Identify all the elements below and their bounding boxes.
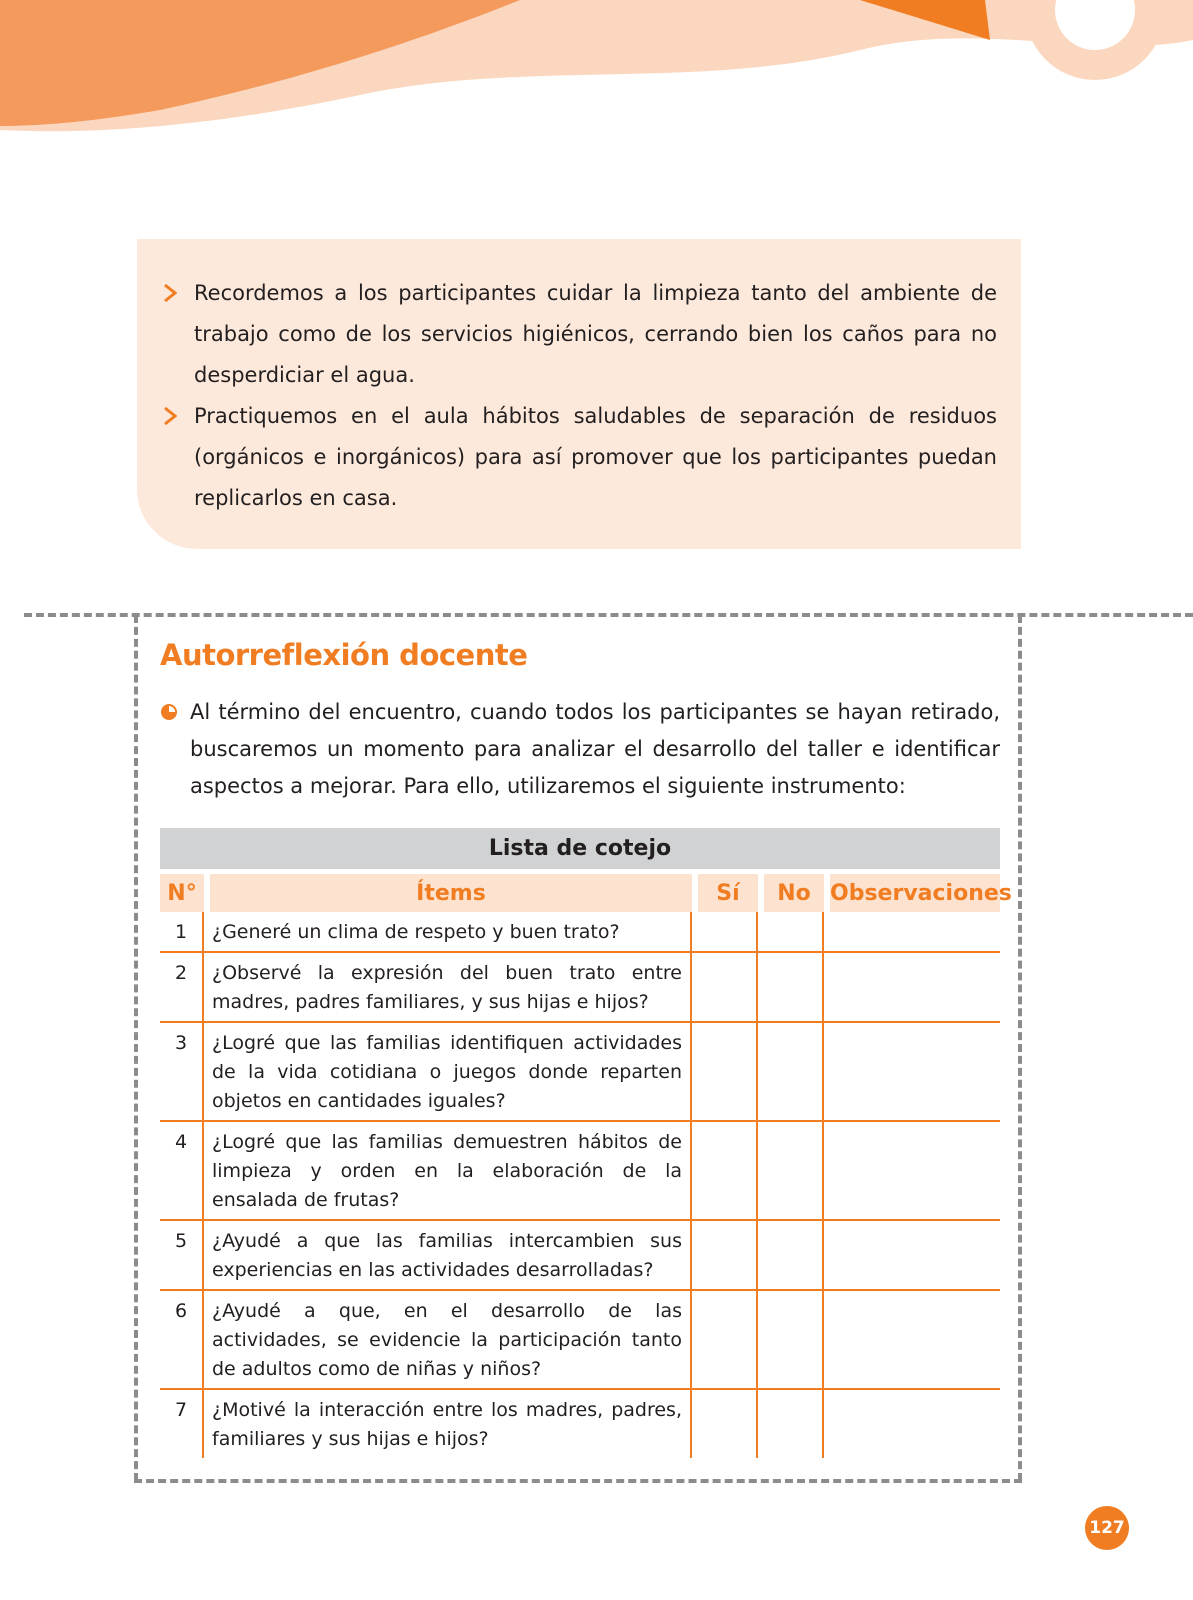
observations-cell[interactable]	[824, 1291, 1000, 1390]
intro-text: Al término del encuentro, cuando todos los participantes se hayan retirado, buscaremos un momento para analizar el desarrollo del taller e identificar aspectos a mejorar. Para ello, utilizaremos el siguiente instrumento:	[190, 700, 1000, 798]
table-row	[160, 1023, 1000, 1122]
table-row	[160, 1390, 1000, 1458]
yes-cell[interactable]	[692, 1221, 758, 1291]
observations-cell[interactable]	[824, 1023, 1000, 1122]
row-number: 5	[160, 1221, 204, 1291]
row-number: 2	[160, 953, 204, 1023]
checklist-table	[160, 828, 1012, 1458]
observations-cell[interactable]	[824, 912, 1000, 953]
yes-cell[interactable]	[692, 912, 758, 953]
no-cell[interactable]	[758, 1390, 824, 1458]
row-number: 4	[160, 1122, 204, 1221]
yes-cell[interactable]	[692, 1390, 758, 1458]
tip-item	[163, 273, 997, 396]
no-cell[interactable]	[758, 1221, 824, 1291]
no-cell[interactable]	[758, 1291, 824, 1390]
header-no: No	[758, 874, 824, 912]
header-number: N°	[160, 874, 204, 912]
table-row	[160, 1291, 1000, 1390]
row-item: ¿Generé un clima de respeto y buen trato?	[204, 912, 692, 953]
observations-cell[interactable]	[824, 953, 1000, 1023]
no-cell[interactable]	[758, 1122, 824, 1221]
row-item: ¿Ayudé a que, en el desarrollo de las actividades, se evidencie la participación tanto de adultos como de niñas y niños?	[204, 1291, 692, 1390]
yes-cell[interactable]	[692, 1023, 758, 1122]
tip-text: Recordemos a los participantes cuidar la limpieza tanto del ambiente de trabajo como de los servicios higiénicos, cerrando bien los caños para no desperdiciar el agua.	[194, 281, 997, 387]
no-cell[interactable]	[758, 953, 824, 1023]
header-wave-decoration	[0, 0, 1193, 160]
row-number: 3	[160, 1023, 204, 1122]
arrow-right-icon	[163, 406, 177, 426]
tip-box	[137, 239, 1021, 549]
observations-cell[interactable]	[824, 1221, 1000, 1291]
dashed-frame-left	[134, 615, 138, 1481]
yes-cell[interactable]	[692, 1291, 758, 1390]
tip-text: Practiquemos en el aula hábitos saludables de separación de residuos (orgánicos e inorgánicos) para así promover que los participantes puedan replicarlos en casa.	[194, 404, 997, 510]
dashed-frame-bottom	[134, 1479, 1022, 1483]
table-row	[160, 953, 1000, 1023]
section-title: Autorreflexión docente	[160, 638, 528, 672]
intro-paragraph	[160, 694, 1000, 805]
no-cell[interactable]	[758, 912, 824, 953]
dashed-frame-right	[1018, 615, 1022, 1481]
table-row	[160, 912, 1000, 953]
table-row	[160, 1122, 1000, 1221]
row-number: 1	[160, 912, 204, 953]
row-number: 7	[160, 1390, 204, 1458]
row-item: ¿Observé la expresión del buen trato entre madres, padres familiares, y sus hijas e hijos?	[204, 953, 692, 1023]
tip-item	[163, 396, 997, 519]
bullet-circle-icon	[160, 703, 178, 721]
row-item: ¿Logré que las familias demuestren hábitos de limpieza y orden en la elaboración de la ensalada de frutas?	[204, 1122, 692, 1221]
table-row	[160, 1221, 1000, 1291]
header-items: Ítems	[204, 874, 692, 912]
header-yes: Sí	[692, 874, 758, 912]
row-number: 6	[160, 1291, 204, 1390]
observations-cell[interactable]	[824, 1122, 1000, 1221]
no-cell[interactable]	[758, 1023, 824, 1122]
checklist-caption: Lista de cotejo	[160, 828, 1000, 874]
row-item: ¿Ayudé a que las familias intercambien sus experiencias en las actividades desarrolladas?	[204, 1221, 692, 1291]
row-item: ¿Motivé la interacción entre los madres, padres, familiares y sus hijas e hijos?	[204, 1390, 692, 1458]
yes-cell[interactable]	[692, 1122, 758, 1221]
page-number-badge: 127	[1085, 1506, 1129, 1550]
yes-cell[interactable]	[692, 953, 758, 1023]
observations-cell[interactable]	[824, 1390, 1000, 1458]
arrow-right-icon	[163, 283, 177, 303]
row-item: ¿Logré que las familias identifiquen actividades de la vida cotidiana o juegos donde reparten objetos en cantidades iguales?	[204, 1023, 692, 1122]
header-observations: Observaciones	[824, 874, 1000, 912]
